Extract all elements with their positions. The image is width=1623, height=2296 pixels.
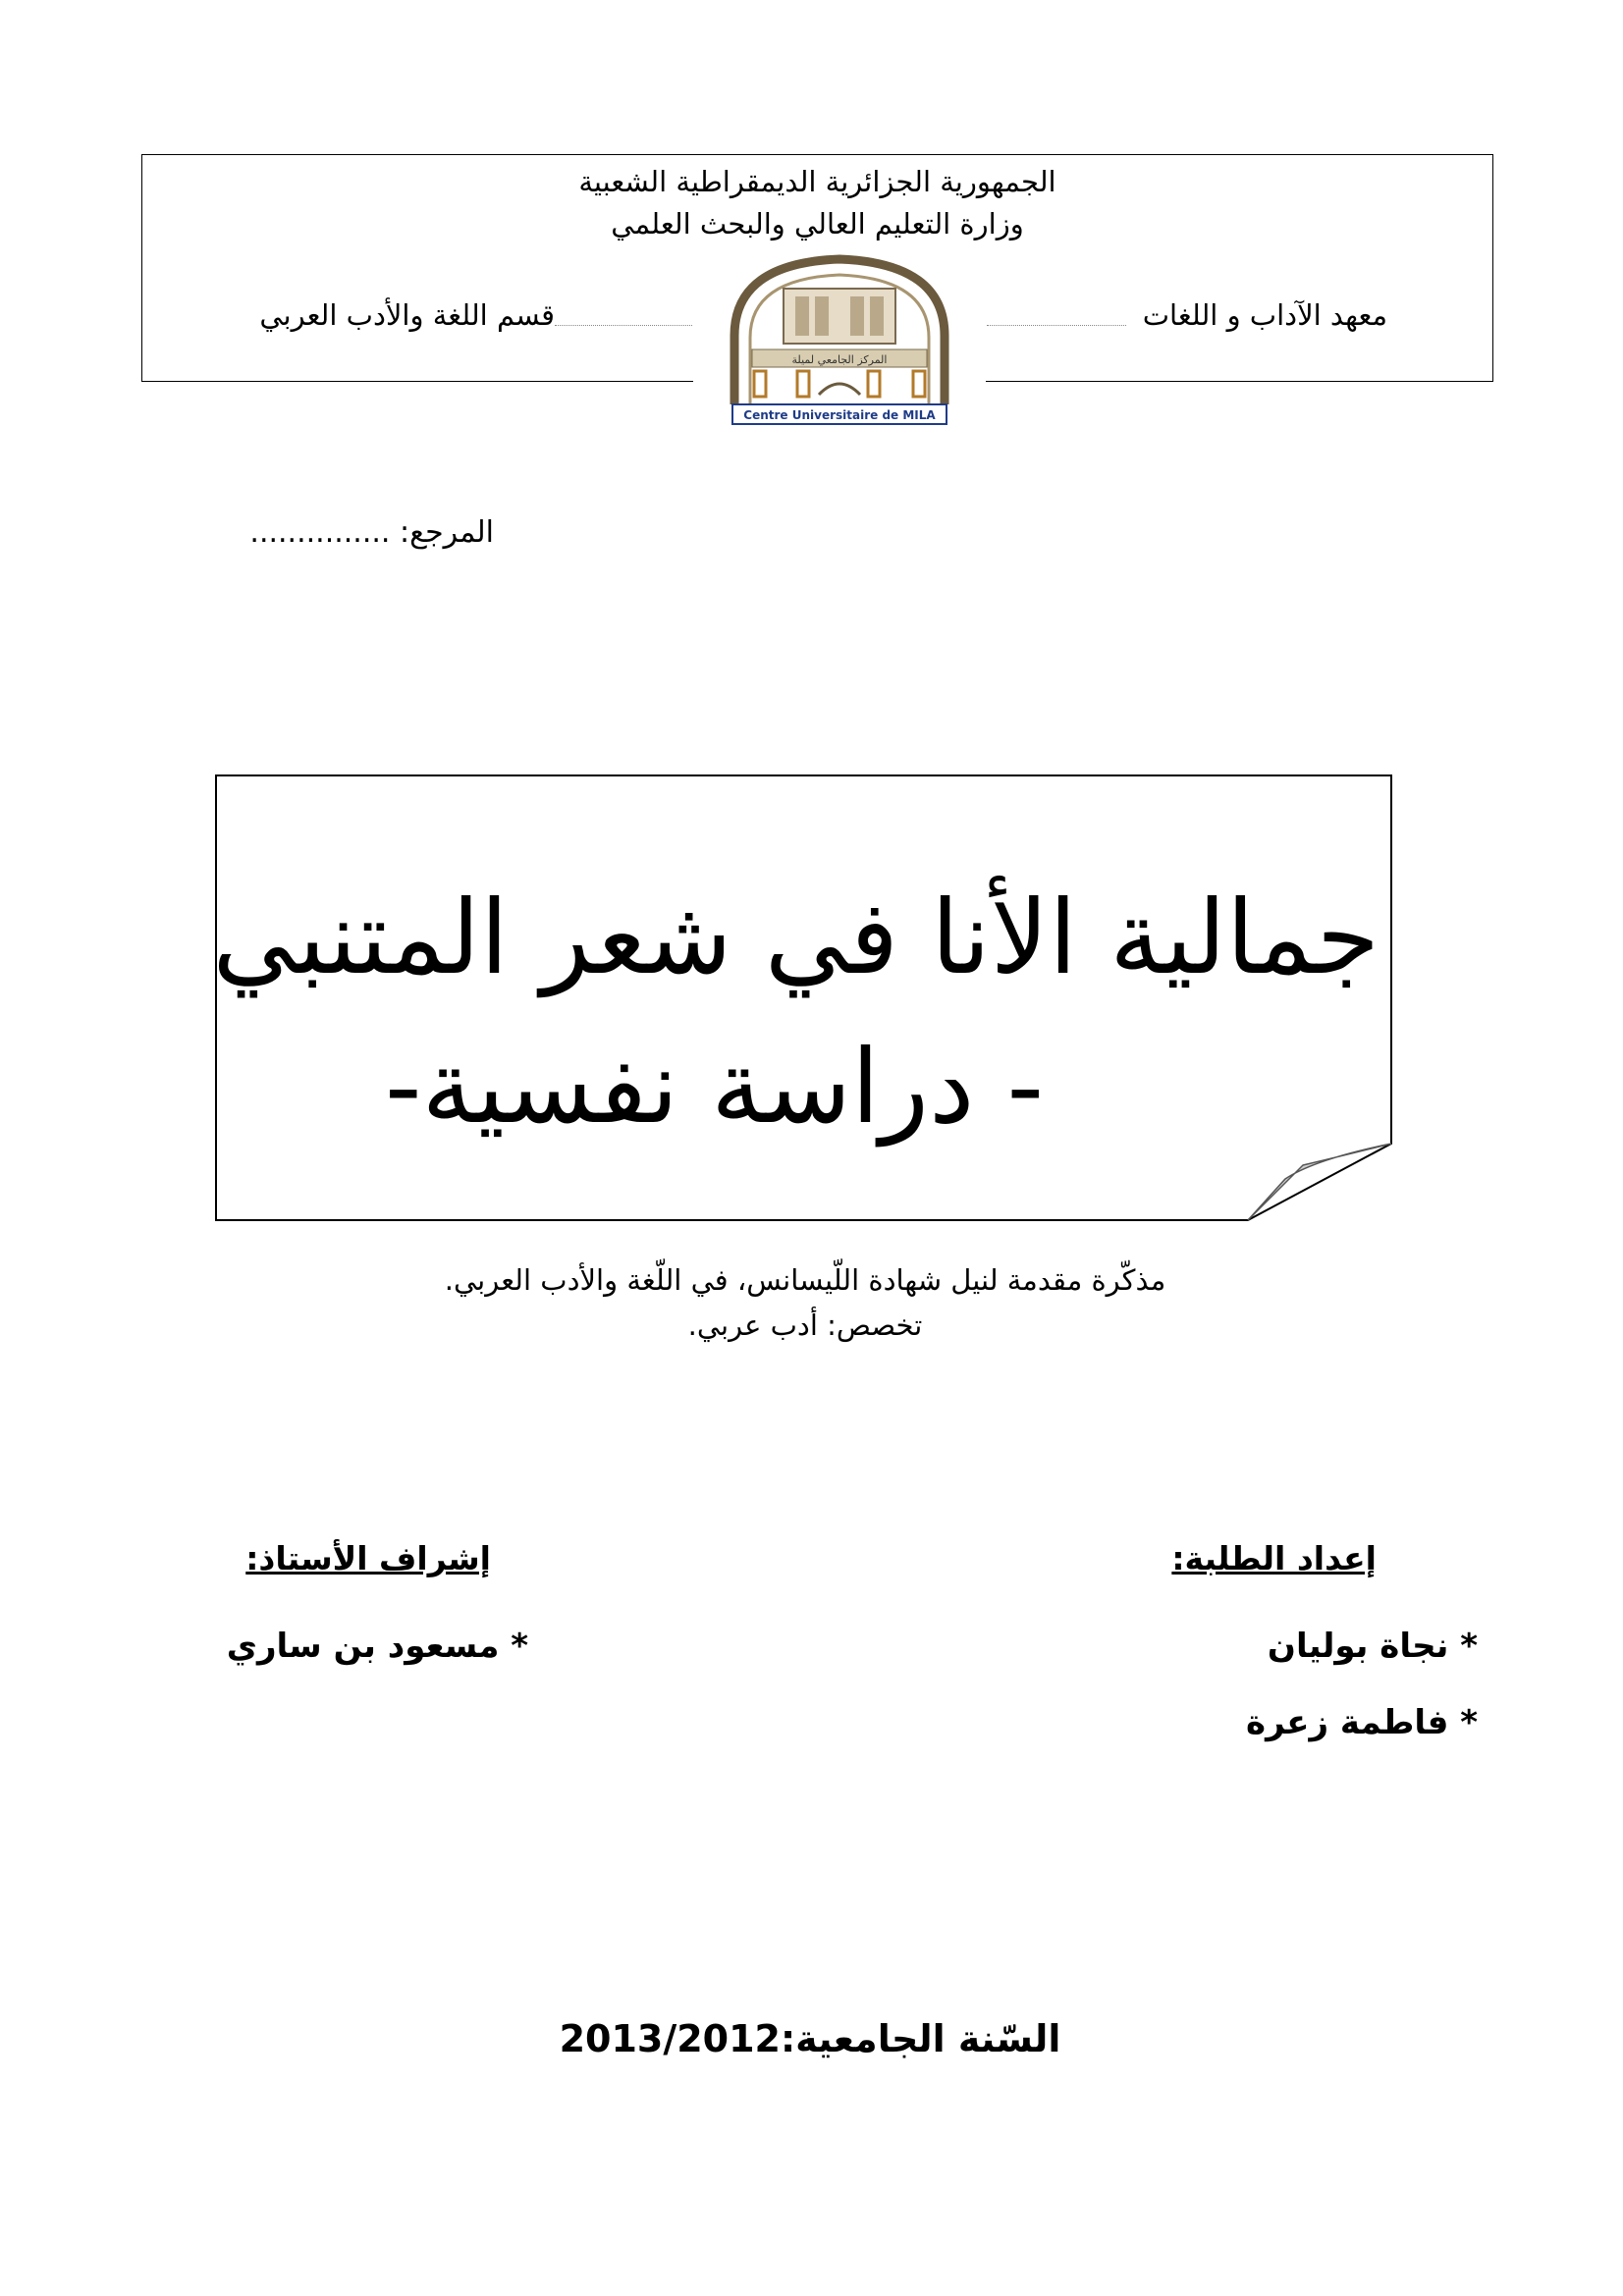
title-box (215, 774, 1393, 1222)
thesis-title: جمالية الأنا في شعر المتنبي (212, 878, 1380, 997)
ministry-name: وزارة التعليم العالي والبحث العلمي (611, 207, 1024, 240)
student-name: * فاطمة زعرة (1246, 1703, 1478, 1742)
institute-label: معهد الآداب و اللغات (1142, 298, 1387, 332)
supervisor-label: إشراف الأستاذ: (245, 1539, 491, 1577)
university-logo (693, 247, 986, 430)
republic-name: الجمهورية الجزائرية الديمقراطية الشعبية (578, 165, 1056, 198)
dotted-line-right (987, 325, 1126, 326)
supervisor-name: * مسعود بن ساري (226, 1627, 528, 1666)
thesis-subtitle: - دراسة نفسية- (385, 1027, 1044, 1147)
specialization: تخصص: أدب عربي. (687, 1308, 923, 1342)
logo-caption: Centre Universitaire de MILA (743, 408, 936, 422)
degree-statement: مذكّرة مقدمة لنيل شهادة اللّيسانس، في اللّغة والأدب العربي. (444, 1263, 1166, 1297)
logo-arabic-caption: المركز الجامعي لميلة (791, 353, 888, 366)
reference-dots: ............... (249, 515, 391, 550)
student-name: * نجاة بوليان (1267, 1627, 1478, 1666)
reference-label: المرجع: (400, 515, 494, 550)
reference-field (249, 513, 494, 553)
department-label: قسم اللغة والأدب العربي (259, 298, 555, 332)
academic-year: السّنة الجامعية:2013/2012 (559, 2017, 1061, 2060)
dotted-line-left (555, 325, 692, 326)
students-label: إعداد الطلبة: (1171, 1539, 1377, 1577)
